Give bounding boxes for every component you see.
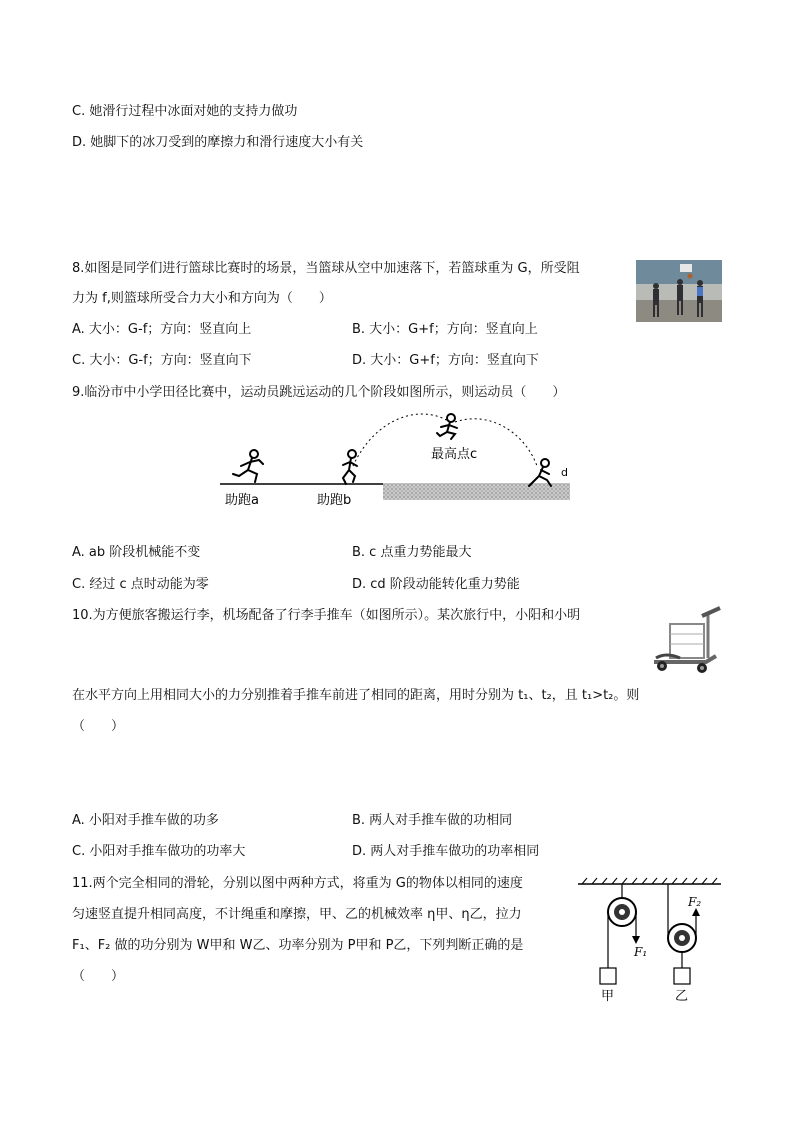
pulley-diagram (576, 876, 726, 1004)
q8-stem-line2: 力为 f,则篮球所受合力大小和方向为（ ） (72, 291, 332, 306)
q10-option-c: C. 小阳对手推车做功的功率大 (72, 844, 246, 859)
q10-stem-line2: 在水平方向上用相同大小的力分别推着手推车前进了相同的距离，用时分别为 t₁、t₂，且 t₁>t₂。则 (72, 688, 640, 703)
q8-option-b: B. 大小：G+f；方向：竖直向上 (352, 322, 538, 337)
f1-label: F₁ (634, 945, 648, 959)
label-d: d (561, 466, 568, 479)
q11-stem-line4: （ ） (72, 969, 125, 984)
q8-stem-line1: 8.如图是同学们进行篮球比赛时的场景，当篮球从空中加速落下，若篮球重为 G，所受阻 (72, 261, 580, 276)
f2-arrow (692, 908, 700, 916)
weight-yi (674, 968, 690, 984)
q8-option-c: C. 大小：G-f；方向：竖直向下 (72, 353, 252, 368)
q7-option-c: C. 她滑行过程中冰面对她的支持力做功 (72, 104, 298, 119)
q10-option-b: B. 两人对手推车做的功相同 (352, 813, 513, 828)
q10-stem-line3: （ ） (72, 719, 125, 734)
weight-jia (600, 968, 616, 984)
jumper-d-figure (529, 459, 551, 486)
label-c: 最高点c (431, 447, 478, 462)
q9-option-a: A. ab 阶段机械能不变 (72, 545, 201, 560)
ceiling-hatch (582, 878, 717, 884)
sand-pit (383, 483, 570, 500)
luggage-cart-image (646, 606, 724, 676)
runner-b-figure (343, 450, 357, 484)
q9-option-d: D. cd 阶段动能转化重力势能 (352, 577, 520, 592)
q7-option-d: D. 她脚下的冰刀受到的摩擦力和滑行速度大小有关 (72, 135, 364, 150)
q9-stem: 9.临汾市中小学田径比赛中，运动员跳远运动的几个阶段如图所示，则运动员（ ） (72, 385, 566, 400)
q9-option-b: B. c 点重力势能最大 (352, 545, 472, 560)
label-b: 助跑b (317, 493, 352, 508)
q10-stem-line1: 10.为方便旅客搬运行李，机场配备了行李手推车（如图所示）。某次旅行中，小阳和小明 (72, 608, 581, 623)
q10-option-a: A. 小阳对手推车做的功多 (72, 813, 219, 828)
q10-option-d: D. 两人对手推车做功的功率相同 (352, 844, 540, 859)
q11-stem-line1: 11.两个完全相同的滑轮，分别以图中两种方式，将重为 G的物体以相同的速度 (72, 876, 523, 891)
basketball-game-photo (636, 260, 722, 322)
runner-a-figure (233, 450, 263, 482)
q9-option-c: C. 经过 c 点时动能为零 (72, 577, 209, 592)
q8-option-d: D. 大小：G+f；方向：竖直向下 (352, 353, 539, 368)
long-jump-diagram (215, 408, 575, 512)
jia-label: 甲 (601, 989, 615, 1004)
f1-arrow (632, 936, 640, 944)
f2-label: F₂ (688, 895, 702, 909)
q8-option-a: A. 大小：G-f；方向：竖直向上 (72, 322, 252, 337)
yi-label: 乙 (675, 989, 689, 1004)
q11-stem-line2: 匀速竖直提升相同高度，不计绳重和摩擦，甲、乙的机械效率 η甲、η乙，拉力 (72, 907, 522, 922)
q11-stem-line3: F₁、F₂ 做的功分别为 W甲和 W乙、功率分别为 P甲和 P乙，下列判断正确的是 (72, 938, 524, 953)
jumper-c-figure (437, 414, 457, 439)
label-a: 助跑a (225, 493, 259, 508)
